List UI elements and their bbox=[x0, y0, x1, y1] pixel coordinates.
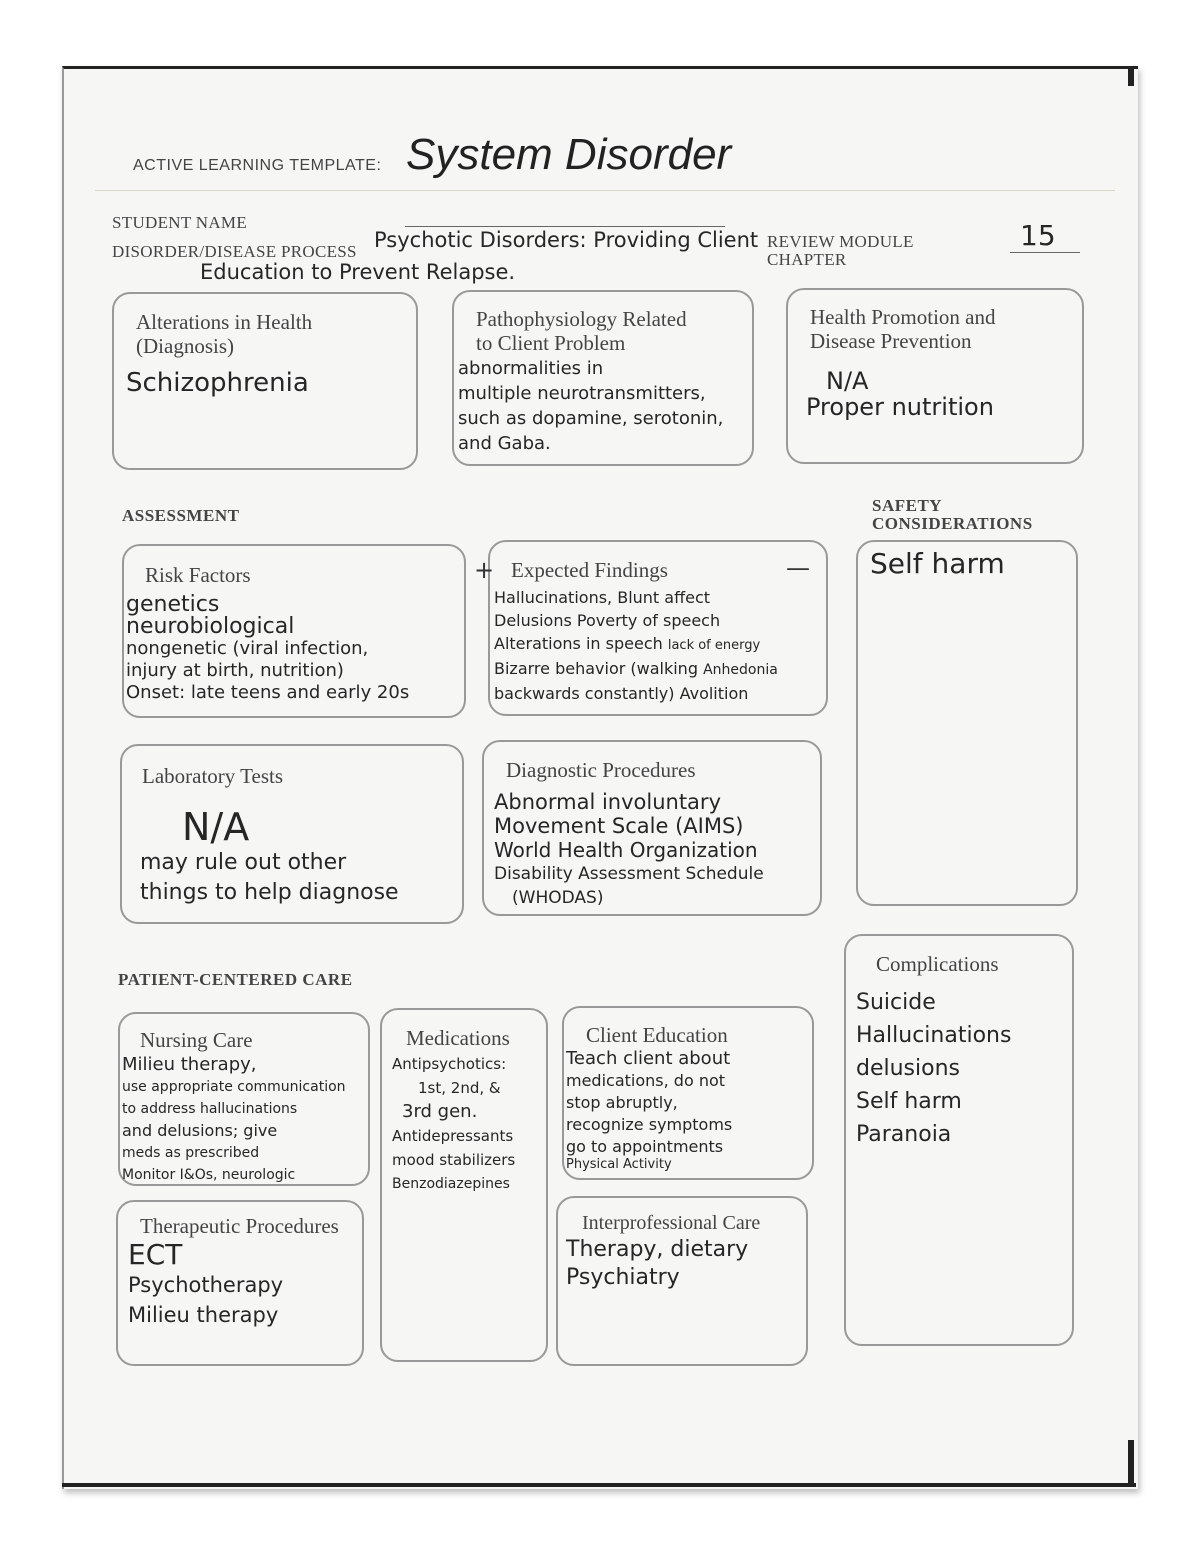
nursing-care-label: Nursing Care bbox=[140, 1028, 253, 1052]
diagnostic-procedures-label: Diagnostic Procedures bbox=[506, 758, 696, 782]
nursing-care-text: Milieu therapy, use appropriate communication to address hallucinations and delusions; give meds as prescribed Monitor I&Os, neurologic bbox=[122, 1054, 346, 1183]
therapeutic-procedures-text: ECT Psychotherapy Milieu therapy bbox=[128, 1238, 284, 1327]
disorder-label: DISORDER/DISEASE PROCESS bbox=[112, 242, 357, 261]
laboratory-tests-label: Laboratory Tests bbox=[142, 764, 284, 788]
health-promotion-text: N/A Proper nutrition bbox=[806, 367, 994, 421]
safety-considerations-label: SAFETY CONSIDERATIONS bbox=[872, 496, 1033, 533]
complications-text: Suicide Hallucinations delusions Self harm Paranoia bbox=[856, 990, 1012, 1147]
client-education-label: Client Education bbox=[586, 1023, 728, 1047]
safety-considerations-box bbox=[856, 540, 1078, 906]
safety-considerations-text: Self harm bbox=[870, 547, 1005, 580]
alterations-in-health-text: Schizophrenia bbox=[126, 368, 309, 398]
template-label: ACTIVE LEARNING TEMPLATE: bbox=[133, 157, 382, 174]
therapeutic-procedures-label: Therapeutic Procedures bbox=[140, 1214, 339, 1238]
assessment-section-label: ASSESSMENT bbox=[122, 506, 240, 525]
page-edge bbox=[1128, 66, 1134, 86]
disorder-value-line1: Psychotic Disorders: Providing Client bbox=[374, 228, 759, 252]
review-module-label: REVIEW MODULE bbox=[767, 232, 914, 251]
chapter-line bbox=[1010, 252, 1080, 253]
student-name-label: STUDENT NAME bbox=[112, 213, 248, 232]
laboratory-tests-text: N/A may rule out other things to help diagnose bbox=[140, 805, 399, 905]
disorder-value-line2: Education to Prevent Relapse. bbox=[200, 260, 516, 284]
patient-centered-care-section-label: PATIENT-CENTERED CARE bbox=[118, 970, 353, 989]
header-rule bbox=[95, 190, 1115, 191]
page-edge bbox=[1128, 1440, 1134, 1486]
plus-sign: + bbox=[474, 556, 495, 584]
pathophysiology-label: Pathophysiology Related to Client Problem bbox=[476, 307, 687, 355]
medications-text: Antipsychotics: 1st, 2nd, & 3rd gen. Antidepressants mood stabilizers Benzodiazepines bbox=[392, 1055, 516, 1192]
client-education-text: Teach client about medications, do not stop abruptly, recognize symptoms go to appointments Physical Activity bbox=[566, 1048, 733, 1172]
interprofessional-care-text: Therapy, dietary Psychiatry bbox=[566, 1237, 749, 1290]
page-edge bbox=[62, 1483, 1136, 1487]
page-title: System Disorder bbox=[406, 130, 732, 179]
interprofessional-care-label: Interprofessional Care bbox=[582, 1212, 761, 1234]
diagnostic-procedures-text: Abnormal involuntary Movement Scale (AIMS) World Health Organization Disability Assessment Schedule (WHODAS) bbox=[494, 790, 764, 908]
expected-findings-text: Hallucinations, Blunt affect Delusions Poverty of speech Alterations in speech lack of energy Bizarre behavior (walking Anhedonia backwards constantly) Avolition bbox=[494, 588, 778, 703]
alterations-in-health-label: Alterations in Health (Diagnosis) bbox=[136, 310, 313, 358]
risk-factors-label: Risk Factors bbox=[145, 563, 251, 587]
chapter-label: CHAPTER bbox=[767, 250, 847, 269]
risk-factors-text: genetics neurobiological nongenetic (viral infection, injury at birth, nutrition) Onset: late teens and early 20s bbox=[126, 592, 410, 703]
complications-label: Complications bbox=[876, 952, 999, 976]
pathophysiology-text: abnormalities in multiple neurotransmitters, such as dopamine, serotonin, and Gaba. bbox=[458, 358, 724, 454]
medications-label: Medications bbox=[406, 1026, 510, 1050]
minus-sign: — bbox=[786, 554, 810, 582]
expected-findings-label: Expected Findings bbox=[511, 558, 668, 582]
health-promotion-label: Health Promotion and Disease Prevention bbox=[810, 305, 996, 353]
student-name-line bbox=[405, 226, 725, 227]
chapter-value: 15 bbox=[1020, 219, 1056, 252]
